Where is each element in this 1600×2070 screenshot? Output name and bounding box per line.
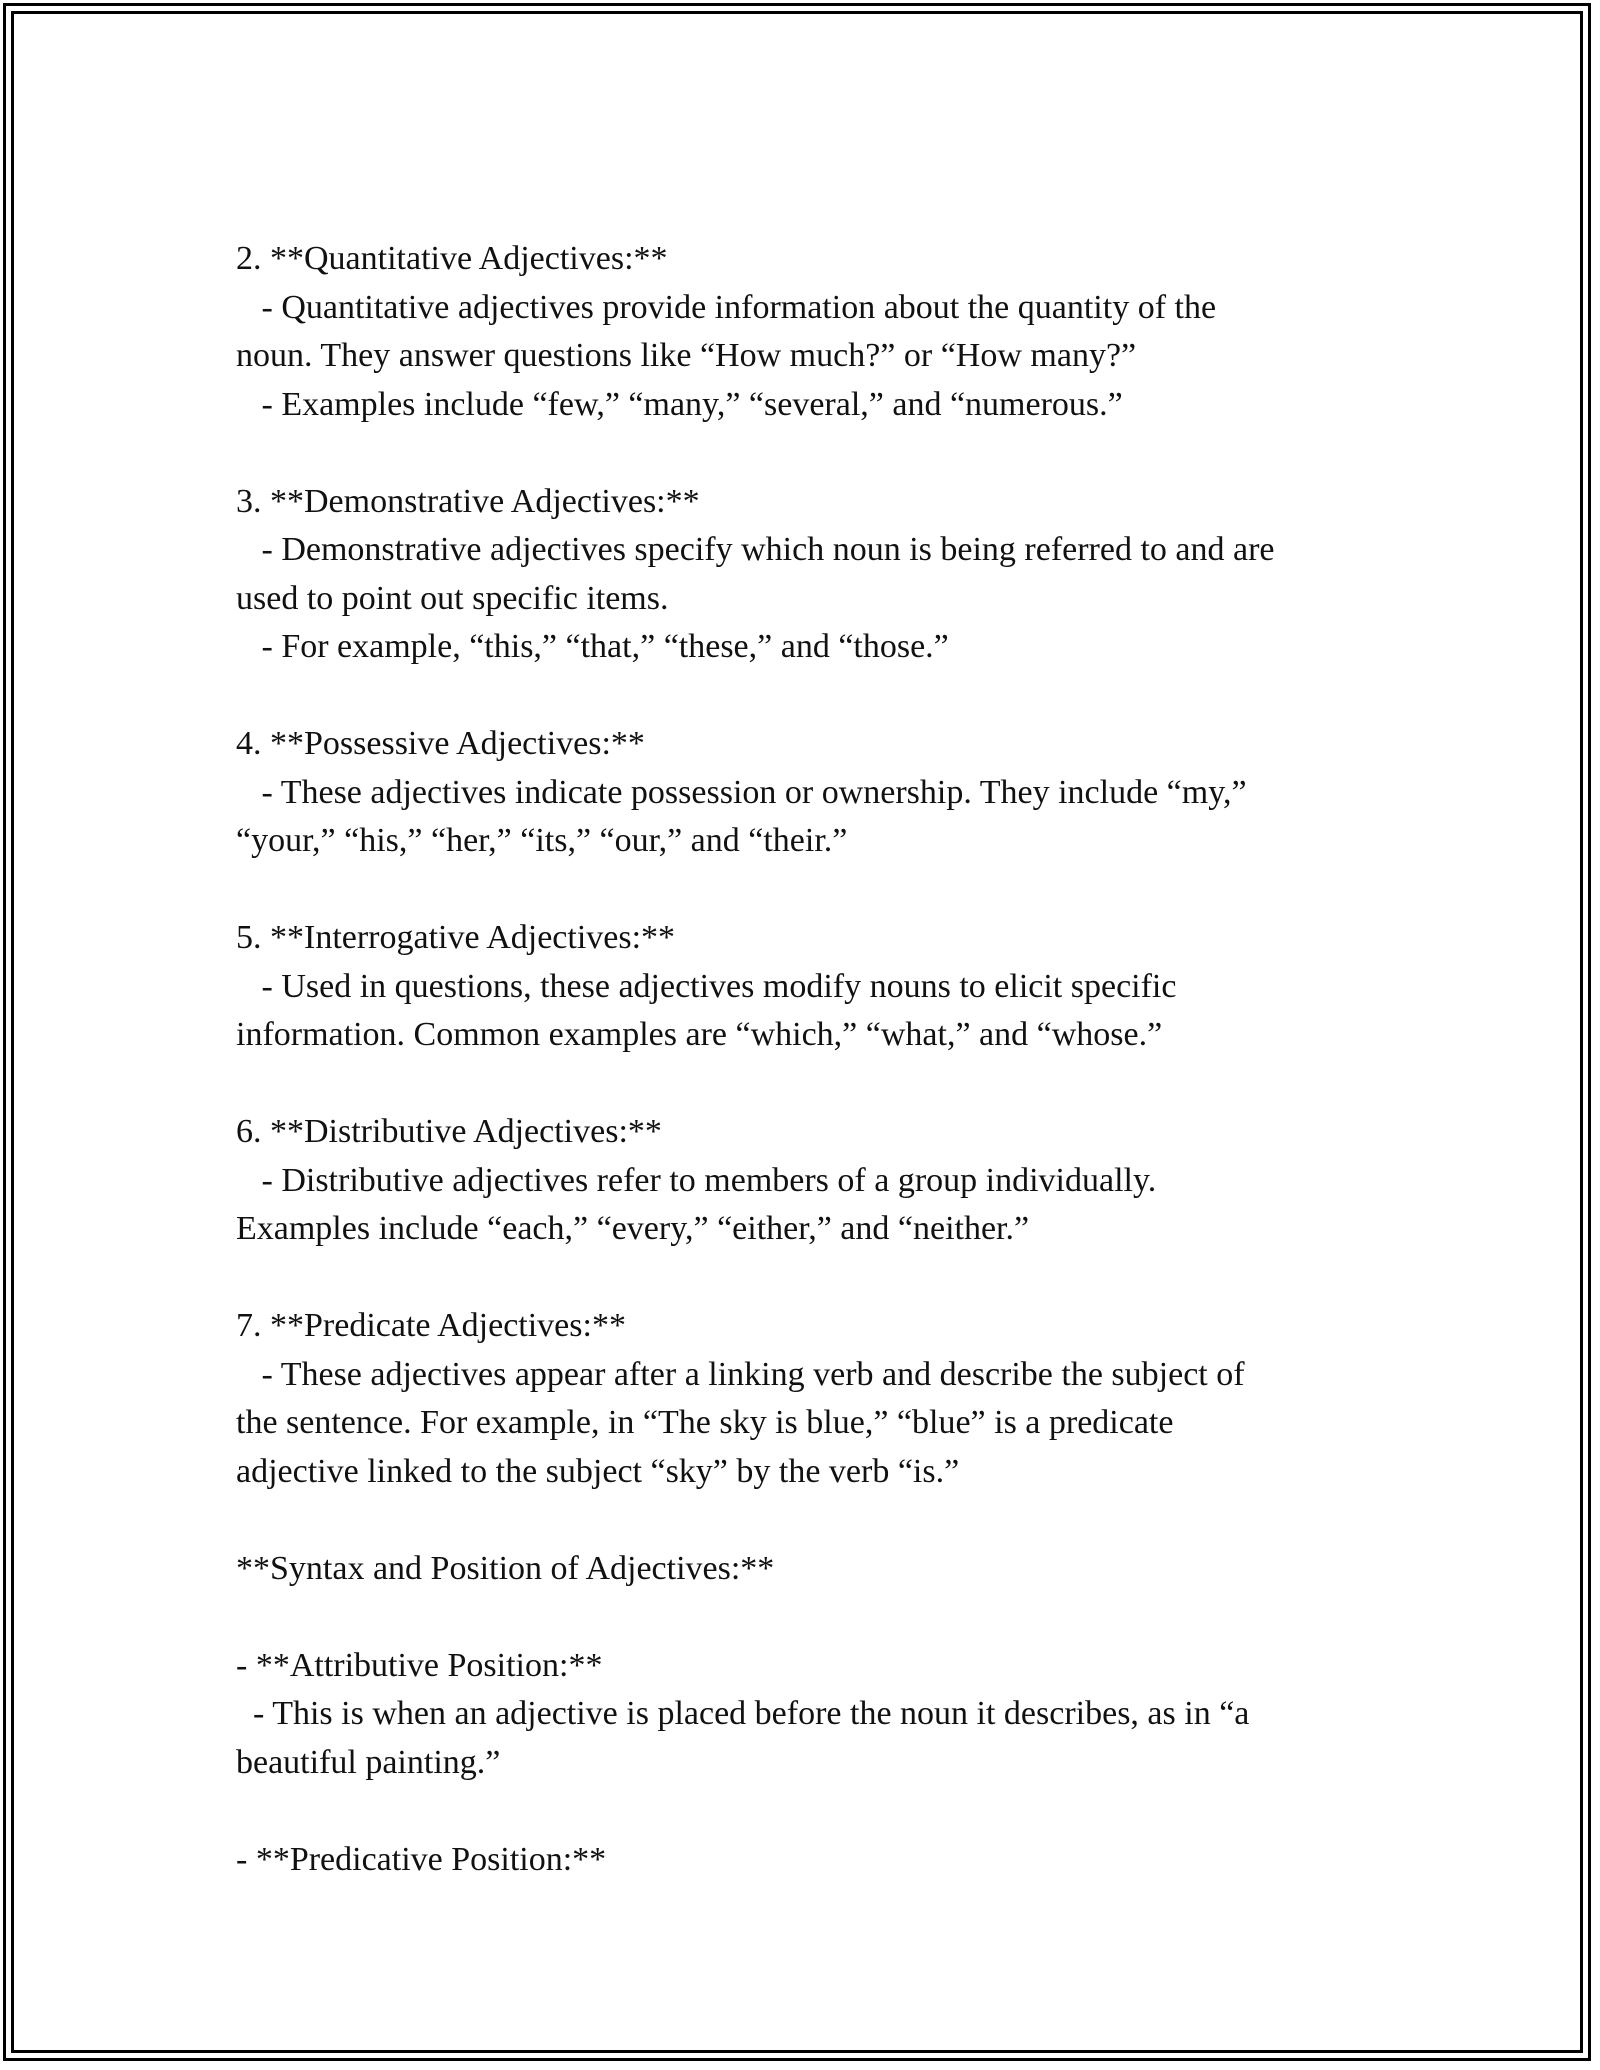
paragraph-line: adjective linked to the subject “sky” by the verb “is.” (236, 1452, 960, 1490)
section-demonstrative (236, 478, 1366, 672)
section-predicative-position (236, 1836, 1366, 1885)
paragraph-line: - Used in questions, these adjectives modify nouns to elicit specific (236, 967, 1177, 1005)
section-quantitative (236, 235, 1366, 429)
paragraph-line: - For example, “this,” “that,” “these,” and “those.” (236, 628, 949, 665)
paragraph-line: - These adjectives appear after a linking verb and describe the subject of (236, 1355, 1245, 1393)
section-heading: 3. **Demonstrative Adjectives:** (236, 482, 700, 520)
paragraph-line: - These adjectives indicate possession or ownership. They include “my,” (236, 773, 1247, 811)
blank-line (236, 1254, 1366, 1303)
section-distributive (236, 1108, 1366, 1254)
blank-line (236, 1496, 1366, 1545)
blank-line (236, 429, 1366, 478)
blank-line (236, 866, 1366, 915)
paragraph-line: - Examples include “few,” “many,” “several,” and “numerous.” (236, 385, 1123, 423)
blank-line (236, 1787, 1366, 1836)
paragraph-line: “your,” “his,” “her,” “its,” “our,” and “their.” (236, 822, 848, 859)
section-interrogative (236, 914, 1366, 1060)
paragraph-line: the sentence. For example, in “The sky is blue,” “blue” is a predicate (236, 1404, 1174, 1441)
section-possessive (236, 720, 1366, 866)
paragraph-line: - Distributive adjectives refer to members of a group individually. (236, 1161, 1157, 1199)
section-heading: - **Predicative Position:** (236, 1840, 607, 1878)
section-heading: **Syntax and Position of Adjectives:** (236, 1549, 775, 1587)
paragraph-line: - Quantitative adjectives provide information about the quantity of the (236, 288, 1217, 326)
paragraph-line: - This is when an adjective is placed before the noun it describes, as in “a (236, 1695, 1250, 1732)
section-heading: 4. **Possessive Adjectives:** (236, 725, 645, 762)
section-heading: 2. **Quantitative Adjectives:** (236, 240, 668, 277)
blank-line (236, 1593, 1366, 1642)
paragraph-line: beautiful painting.” (236, 1743, 501, 1781)
section-heading: 6. **Distributive Adjectives:** (236, 1113, 662, 1150)
document-body (236, 235, 1366, 1884)
section-attributive-position (236, 1642, 1366, 1788)
paragraph-line: - Demonstrative adjectives specify which noun is being referred to and are (236, 531, 1275, 568)
blank-line (236, 1060, 1366, 1109)
section-predicate (236, 1302, 1366, 1496)
section-heading: 7. **Predicate Adjectives:** (236, 1307, 626, 1344)
paragraph-line: used to point out specific items. (236, 579, 669, 617)
paragraph-line: noun. They answer questions like “How much?” or “How many?” (236, 337, 1137, 374)
paragraph-line: information. Common examples are “which,” “what,” and “whose.” (236, 1016, 1163, 1053)
paragraph-line: Examples include “each,” “every,” “either,” and “neither.” (236, 1210, 1030, 1247)
blank-line (236, 672, 1366, 721)
section-heading: 5. **Interrogative Adjectives:** (236, 919, 676, 956)
section-heading: - **Attributive Position:** (236, 1646, 603, 1684)
section-syntax-position (236, 1545, 1366, 1594)
